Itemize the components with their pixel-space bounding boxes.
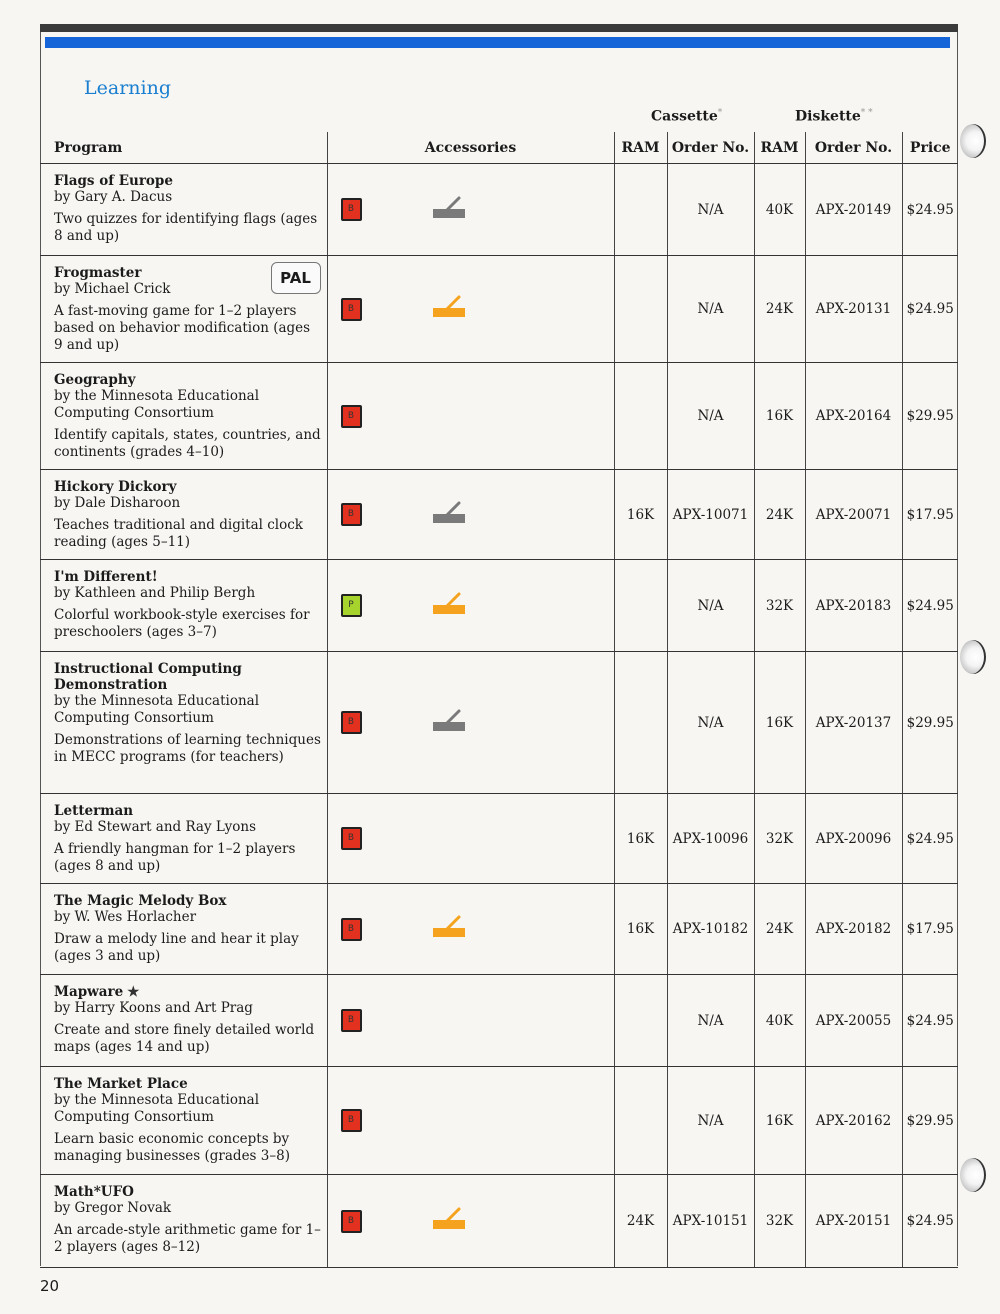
cas-ram-cell xyxy=(614,256,667,363)
disk-order-cell: APX-20183 xyxy=(805,560,902,652)
col-cassette-order: Order No. xyxy=(667,132,754,164)
col-price: Price xyxy=(902,132,958,164)
table-row xyxy=(40,1175,958,1268)
cas-order-cell: N/A xyxy=(667,256,754,363)
price-cell: $24.95 xyxy=(902,794,958,884)
disk-order-cell: APX-20137 xyxy=(805,652,902,794)
cas-order-cell: APX-10151 xyxy=(667,1175,754,1268)
program-title: The Magic Melody Box xyxy=(54,893,227,909)
program-description: Colorful workbook-style exercises for preschoolers (ages 3–7) xyxy=(54,607,310,640)
cas-order-cell: APX-10182 xyxy=(667,884,754,975)
program-title: Flags of Europe xyxy=(54,173,173,189)
program-title: Instructional Computing Demonstration xyxy=(54,661,242,693)
disk-order-cell: APX-20096 xyxy=(805,794,902,884)
price-cell: $29.95 xyxy=(902,1067,958,1175)
table-row xyxy=(40,470,958,560)
cas-order-cell: N/A xyxy=(667,975,754,1067)
program-author: by Kathleen and Philip Bergh xyxy=(54,585,256,601)
program-author: by Dale Disharoon xyxy=(54,495,181,511)
table-row xyxy=(40,164,958,256)
disk-ram-cell: 24K xyxy=(754,470,805,560)
accessories-cell xyxy=(327,794,614,884)
col-cassette-ram: RAM xyxy=(614,132,667,164)
price-cell: $24.95 xyxy=(902,164,958,256)
program-title: I'm Different! xyxy=(54,569,158,585)
mode-b-icon: B xyxy=(341,1009,362,1032)
col-diskette-order: Order No. xyxy=(805,132,902,164)
program-description: A friendly hangman for 1–2 players (ages 8 and up) xyxy=(54,841,296,874)
price-cell: $17.95 xyxy=(902,470,958,560)
disk-ram-cell: 40K xyxy=(754,975,805,1067)
program-description: An arcade-style arithmetic game for 1–2 players (ages 8–12) xyxy=(54,1222,321,1255)
disk-order-cell: APX-20182 xyxy=(805,884,902,975)
price-cell: $29.95 xyxy=(902,652,958,794)
program-author: by the Minnesota Educational Computing Consortium xyxy=(54,693,260,726)
disk-ram-cell: 16K xyxy=(754,652,805,794)
program-title: The Market Place xyxy=(54,1076,188,1092)
cas-order-cell: N/A xyxy=(667,560,754,652)
mode-b-icon: B xyxy=(341,711,362,734)
joystick-icon xyxy=(432,914,466,940)
price-cell: $29.95 xyxy=(902,363,958,470)
joystick-icon xyxy=(432,1206,466,1232)
section-title: Learning xyxy=(84,77,171,99)
disk-order-cell: APX-20151 xyxy=(805,1175,902,1268)
disk-ram-cell: 40K xyxy=(754,164,805,256)
program-cell xyxy=(40,652,327,794)
program-cell xyxy=(40,884,327,975)
accessories-cell xyxy=(327,1067,614,1175)
cas-ram-cell xyxy=(614,652,667,794)
disk-order-cell: APX-20162 xyxy=(805,1067,902,1175)
disk-ram-cell: 32K xyxy=(754,794,805,884)
program-cell xyxy=(40,1067,327,1175)
program-title: Geography xyxy=(54,372,136,388)
program-cell xyxy=(40,256,327,363)
mode-b-icon: B xyxy=(341,918,362,941)
col-program: Program xyxy=(40,132,327,164)
program-author: by Gregor Novak xyxy=(54,1200,172,1216)
price-cell: $24.95 xyxy=(902,1175,958,1268)
cas-ram-cell: 16K xyxy=(614,884,667,975)
accessories-cell xyxy=(327,256,614,363)
cas-ram-cell: 16K xyxy=(614,794,667,884)
program-description: Learn basic economic concepts by managing businesses (grades 3–8) xyxy=(54,1131,290,1164)
binder-ring-icon xyxy=(960,1158,986,1192)
program-cell xyxy=(40,560,327,652)
program-author: by Harry Koons and Art Prag xyxy=(54,1000,253,1016)
program-cell xyxy=(40,794,327,884)
cas-order-cell: N/A xyxy=(667,363,754,470)
table-row xyxy=(40,256,958,363)
cas-order-cell: N/A xyxy=(667,652,754,794)
joystick-icon xyxy=(432,591,466,617)
disk-order-cell: APX-20149 xyxy=(805,164,902,256)
program-title: Letterman xyxy=(54,803,134,819)
mode-b-icon: B xyxy=(341,827,362,850)
accessories-cell xyxy=(327,884,614,975)
program-author: by W. Wes Horlacher xyxy=(54,909,197,925)
binder-ring-icon xyxy=(960,124,986,158)
disk-ram-cell: 24K xyxy=(754,884,805,975)
cas-ram-cell xyxy=(614,560,667,652)
accessories-cell xyxy=(327,560,614,652)
mode-b-icon: B xyxy=(341,1109,362,1132)
cas-order-cell: N/A xyxy=(667,1067,754,1175)
pal-badge: PAL xyxy=(271,262,321,294)
disk-ram-cell: 32K xyxy=(754,1175,805,1268)
program-cell xyxy=(40,470,327,560)
accessories-cell xyxy=(327,363,614,470)
program-table xyxy=(40,132,958,1268)
diskette-group-label: Diskette* * xyxy=(795,108,873,125)
disk-ram-cell: 16K xyxy=(754,363,805,470)
cas-ram-cell xyxy=(614,164,667,256)
mode-p-icon: P xyxy=(341,594,362,617)
page-number: 20 xyxy=(40,1277,60,1295)
program-cell xyxy=(40,1175,327,1268)
mode-b-icon: B xyxy=(341,298,362,321)
cas-ram-cell xyxy=(614,1067,667,1175)
disk-order-cell: APX-20164 xyxy=(805,363,902,470)
table-row xyxy=(40,652,958,794)
accessories-cell xyxy=(327,164,614,256)
accessories-cell xyxy=(327,470,614,560)
cas-ram-cell xyxy=(614,363,667,470)
cas-order-cell: APX-10096 xyxy=(667,794,754,884)
col-accessories: Accessories xyxy=(327,132,614,164)
program-description: Draw a melody line and hear it play (ages 3 and up) xyxy=(54,931,299,964)
program-author: by Gary A. Dacus xyxy=(54,189,173,205)
program-title: Math*UFO xyxy=(54,1184,134,1200)
cas-ram-cell: 24K xyxy=(614,1175,667,1268)
disk-order-cell: APX-20071 xyxy=(805,470,902,560)
table-row xyxy=(40,560,958,652)
program-author: by the Minnesota Educational Computing Consortium xyxy=(54,388,260,421)
price-cell: $24.95 xyxy=(902,256,958,363)
top-blue-rule xyxy=(45,37,950,48)
disk-ram-cell: 16K xyxy=(754,1067,805,1175)
table-row xyxy=(40,884,958,975)
table-row xyxy=(40,363,958,470)
binder-ring-icon xyxy=(960,640,986,674)
program-author: by the Minnesota Educational Computing Consortium xyxy=(54,1092,260,1125)
program-description: Identify capitals, states, countries, and continents (grades 4–10) xyxy=(54,427,321,460)
program-description: Demonstrations of learning techniques in MECC programs (for teachers) xyxy=(54,732,321,765)
mode-b-icon: B xyxy=(341,503,362,526)
table-row xyxy=(40,794,958,884)
program-rows xyxy=(40,164,958,1268)
program-title: Hickory Dickory xyxy=(54,479,177,495)
cas-ram-cell: 16K xyxy=(614,470,667,560)
program-description: Teaches traditional and digital clock reading (ages 5–11) xyxy=(54,517,303,550)
program-description: Create and store finely detailed world maps (ages 14 and up) xyxy=(54,1022,315,1055)
joystick-icon xyxy=(432,708,466,734)
disk-ram-cell: 32K xyxy=(754,560,805,652)
joystick-icon xyxy=(432,500,466,526)
joystick-icon xyxy=(432,294,466,320)
star-icon: ★ xyxy=(127,984,140,1000)
program-cell xyxy=(40,164,327,256)
program-title: Frogmaster xyxy=(54,265,142,281)
accessories-cell xyxy=(327,975,614,1067)
accessories-cell xyxy=(327,1175,614,1268)
price-cell: $24.95 xyxy=(902,560,958,652)
program-cell xyxy=(40,975,327,1067)
cas-order-cell: N/A xyxy=(667,164,754,256)
col-diskette-ram: RAM xyxy=(754,132,805,164)
accessories-cell xyxy=(327,652,614,794)
table-row xyxy=(40,1067,958,1175)
mode-b-icon: B xyxy=(341,405,362,428)
disk-ram-cell: 24K xyxy=(754,256,805,363)
cas-order-cell: APX-10071 xyxy=(667,470,754,560)
program-description: Two quizzes for identifying flags (ages 8 and up) xyxy=(54,211,318,244)
program-author: by Michael Crick xyxy=(54,281,171,297)
program-author: by Ed Stewart and Ray Lyons xyxy=(54,819,257,835)
program-description: A fast-moving game for 1–2 players based on behavior modification (ages 9 and up) xyxy=(54,303,311,353)
program-title: Mapware ★ xyxy=(54,984,140,1000)
joystick-icon xyxy=(432,195,466,221)
disk-order-cell: APX-20055 xyxy=(805,975,902,1067)
disk-order-cell: APX-20131 xyxy=(805,256,902,363)
table-row xyxy=(40,975,958,1067)
price-cell: $17.95 xyxy=(902,884,958,975)
mode-b-icon: B xyxy=(341,1210,362,1233)
mode-b-icon: B xyxy=(341,198,362,221)
top-dark-rule xyxy=(40,24,958,32)
cassette-group-label: Cassette* xyxy=(651,108,723,125)
header-row xyxy=(40,132,958,164)
price-cell: $24.95 xyxy=(902,975,958,1067)
cas-ram-cell xyxy=(614,975,667,1067)
program-cell xyxy=(40,363,327,470)
